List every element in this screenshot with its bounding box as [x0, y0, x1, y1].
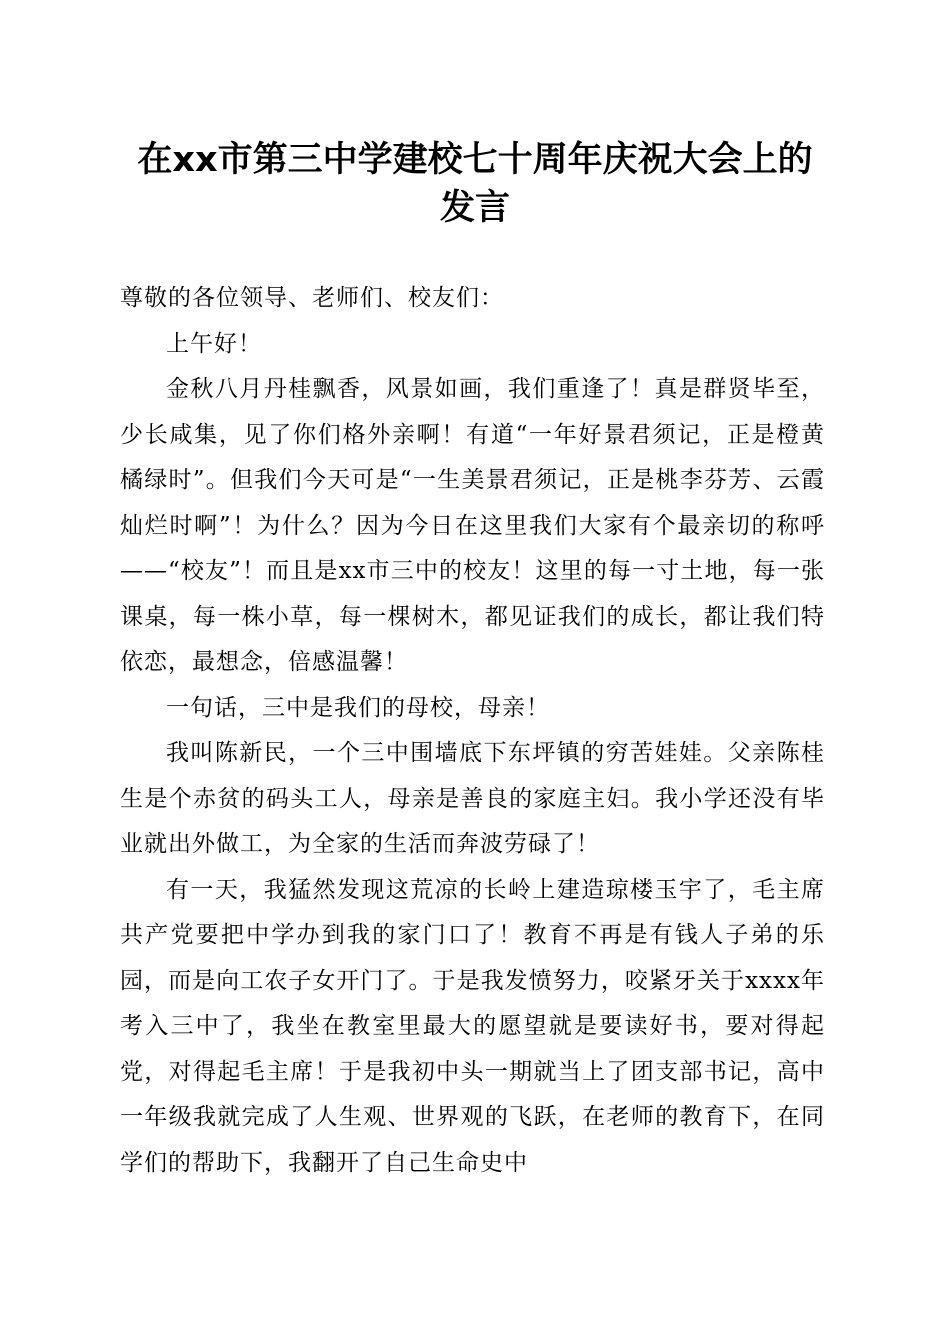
paragraph-alma-mater: 一句话，三中是我们的母校，母亲！ [166, 694, 550, 721]
paragraph-introduction: 我叫陈新民，一个三中围墙底下东坪镇的穷苦娃娃。父亲陈桂生是个赤贫的码头工人，母亲是善良的家庭主妇。我小学还没有毕业就出外做工，为全家的生活而奔波劳碌了！ [120, 740, 825, 857]
document-body [120, 276, 825, 1186]
paragraph-school-years: 有一天，我猛然发现这荒凉的长岭上建造琼楼玉宇了，毛主席共产党要把中学办到我的家门口了！教育不再是有钱人子弟的乐园，而是向工农子女开门了。于是我发愤努力，咬紧牙关于xxxx年考入三中了，我坐在教室里最大的愿望就是要读好书，要对得起党，对得起毛主席！于是我初中头一期就当上了团支部书记，高中一年级我就完成了人生观、世界观的飞跃，在老师的教育下，在同学们的帮助下，我翻开了自己生命史中 [120, 876, 825, 1176]
title-line-2: 发言 [439, 188, 510, 228]
paragraph-reunion: 金秋八月丹桂飘香，风景如画，我们重逢了！真是群贤毕至，少长咸集，见了你们格外亲啊！有道“一年好景君须记，正是橙黄橘绿时”。但我们今天可是“一生美景君须记，正是桃李芬芳、云霞灿烂时啊”！为什么？因为今日在这里我们大家有个最亲切的称呼——“校友”！而且是xx市三中的校友！这里的每一寸土地，每一张课桌，每一株小草，每一棵树木，都见证我们的成长，都让我们特依恋，最想念，倍感温馨！ [120, 376, 825, 675]
salutation: 尊敬的各位领导、老师们、校友们： [120, 285, 504, 311]
title-line-1: 在xx市第三中学建校七十周年庆祝大会上的 [137, 140, 813, 180]
document-title [100, 136, 850, 232]
paragraph-greeting: 上午好！ [166, 330, 262, 357]
